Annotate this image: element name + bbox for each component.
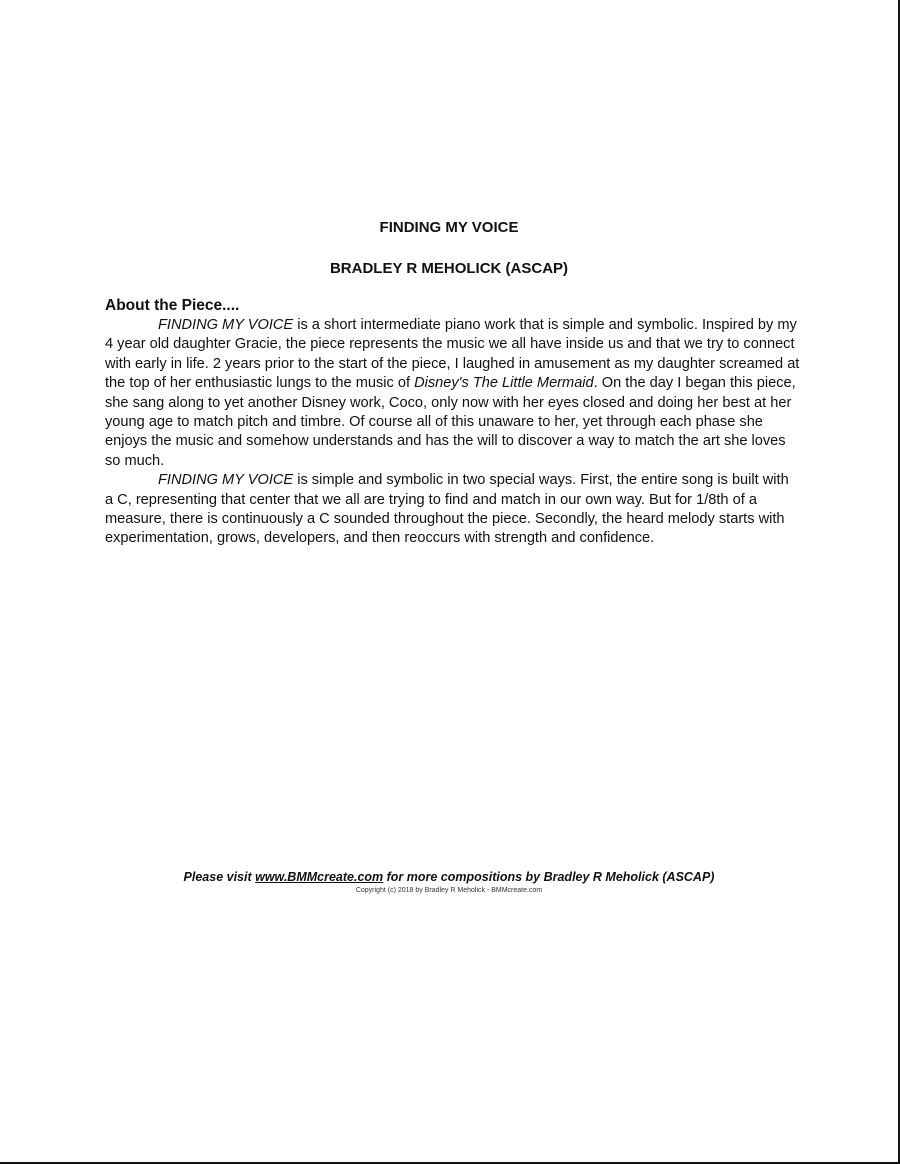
footer-prefix: Please visit bbox=[183, 870, 256, 884]
paragraph-1-text-b: . On the day I began this piece, she sang along to yet another Disney work, Coco, only now with her eyes closed and doing her best at her young age to match pitch and timbre. Of course all of this unaware to her, yet through each phase she enjoys the music and somehow understands and has the will to discover a way to match the art she loves so much. bbox=[105, 375, 796, 469]
about-paragraph-1 bbox=[105, 316, 800, 471]
website-link[interactable]: www.BMMcreate.com bbox=[255, 870, 384, 884]
piece-title: FINDING MY VOICE bbox=[379, 219, 519, 236]
paragraph-2-text: is simple and symbolic in two special ways. First, the entire song is built with a C, representing that center that we all are trying to find and match in our own way. But for 1/8th of a measure, there is continuously a C sounded throughout the piece. Secondly, the heard melody starts with experimentation, grows, developers, and then reoccurs with strength and confidence. bbox=[105, 472, 789, 547]
about-heading: About the Piece.... bbox=[105, 297, 240, 314]
film-title-italic: Disney's The Little Mermaid bbox=[414, 375, 594, 392]
footer-suffix: for more compositions by Bradley R Meholick (ASCAP) bbox=[383, 870, 715, 884]
about-paragraph-2 bbox=[105, 471, 800, 549]
piece-title-italic: FINDING MY VOICE bbox=[158, 317, 294, 333]
about-section bbox=[105, 296, 800, 549]
footer-note bbox=[0, 870, 898, 884]
about-body bbox=[105, 316, 800, 549]
copyright-notice: Copyright (c) 2018 by Bradley R Meholick - BMMcreate.com bbox=[355, 887, 543, 894]
paragraph-1-text-a: is a short intermediate piano work that is simple and symbolic. Inspired by my 4 year old daughter Gracie, the piece represents the music we all have inside us and that we try to connect with early in life. 2 years prior to the start of the piece, I laughed in amusement as my daughter screamed at the top of her enthusiastic lungs to the music of bbox=[105, 317, 800, 392]
piece-title-italic: FINDING MY VOICE bbox=[158, 472, 294, 489]
composer-name: BRADLEY R MEHOLICK (ASCAP) bbox=[329, 260, 569, 277]
